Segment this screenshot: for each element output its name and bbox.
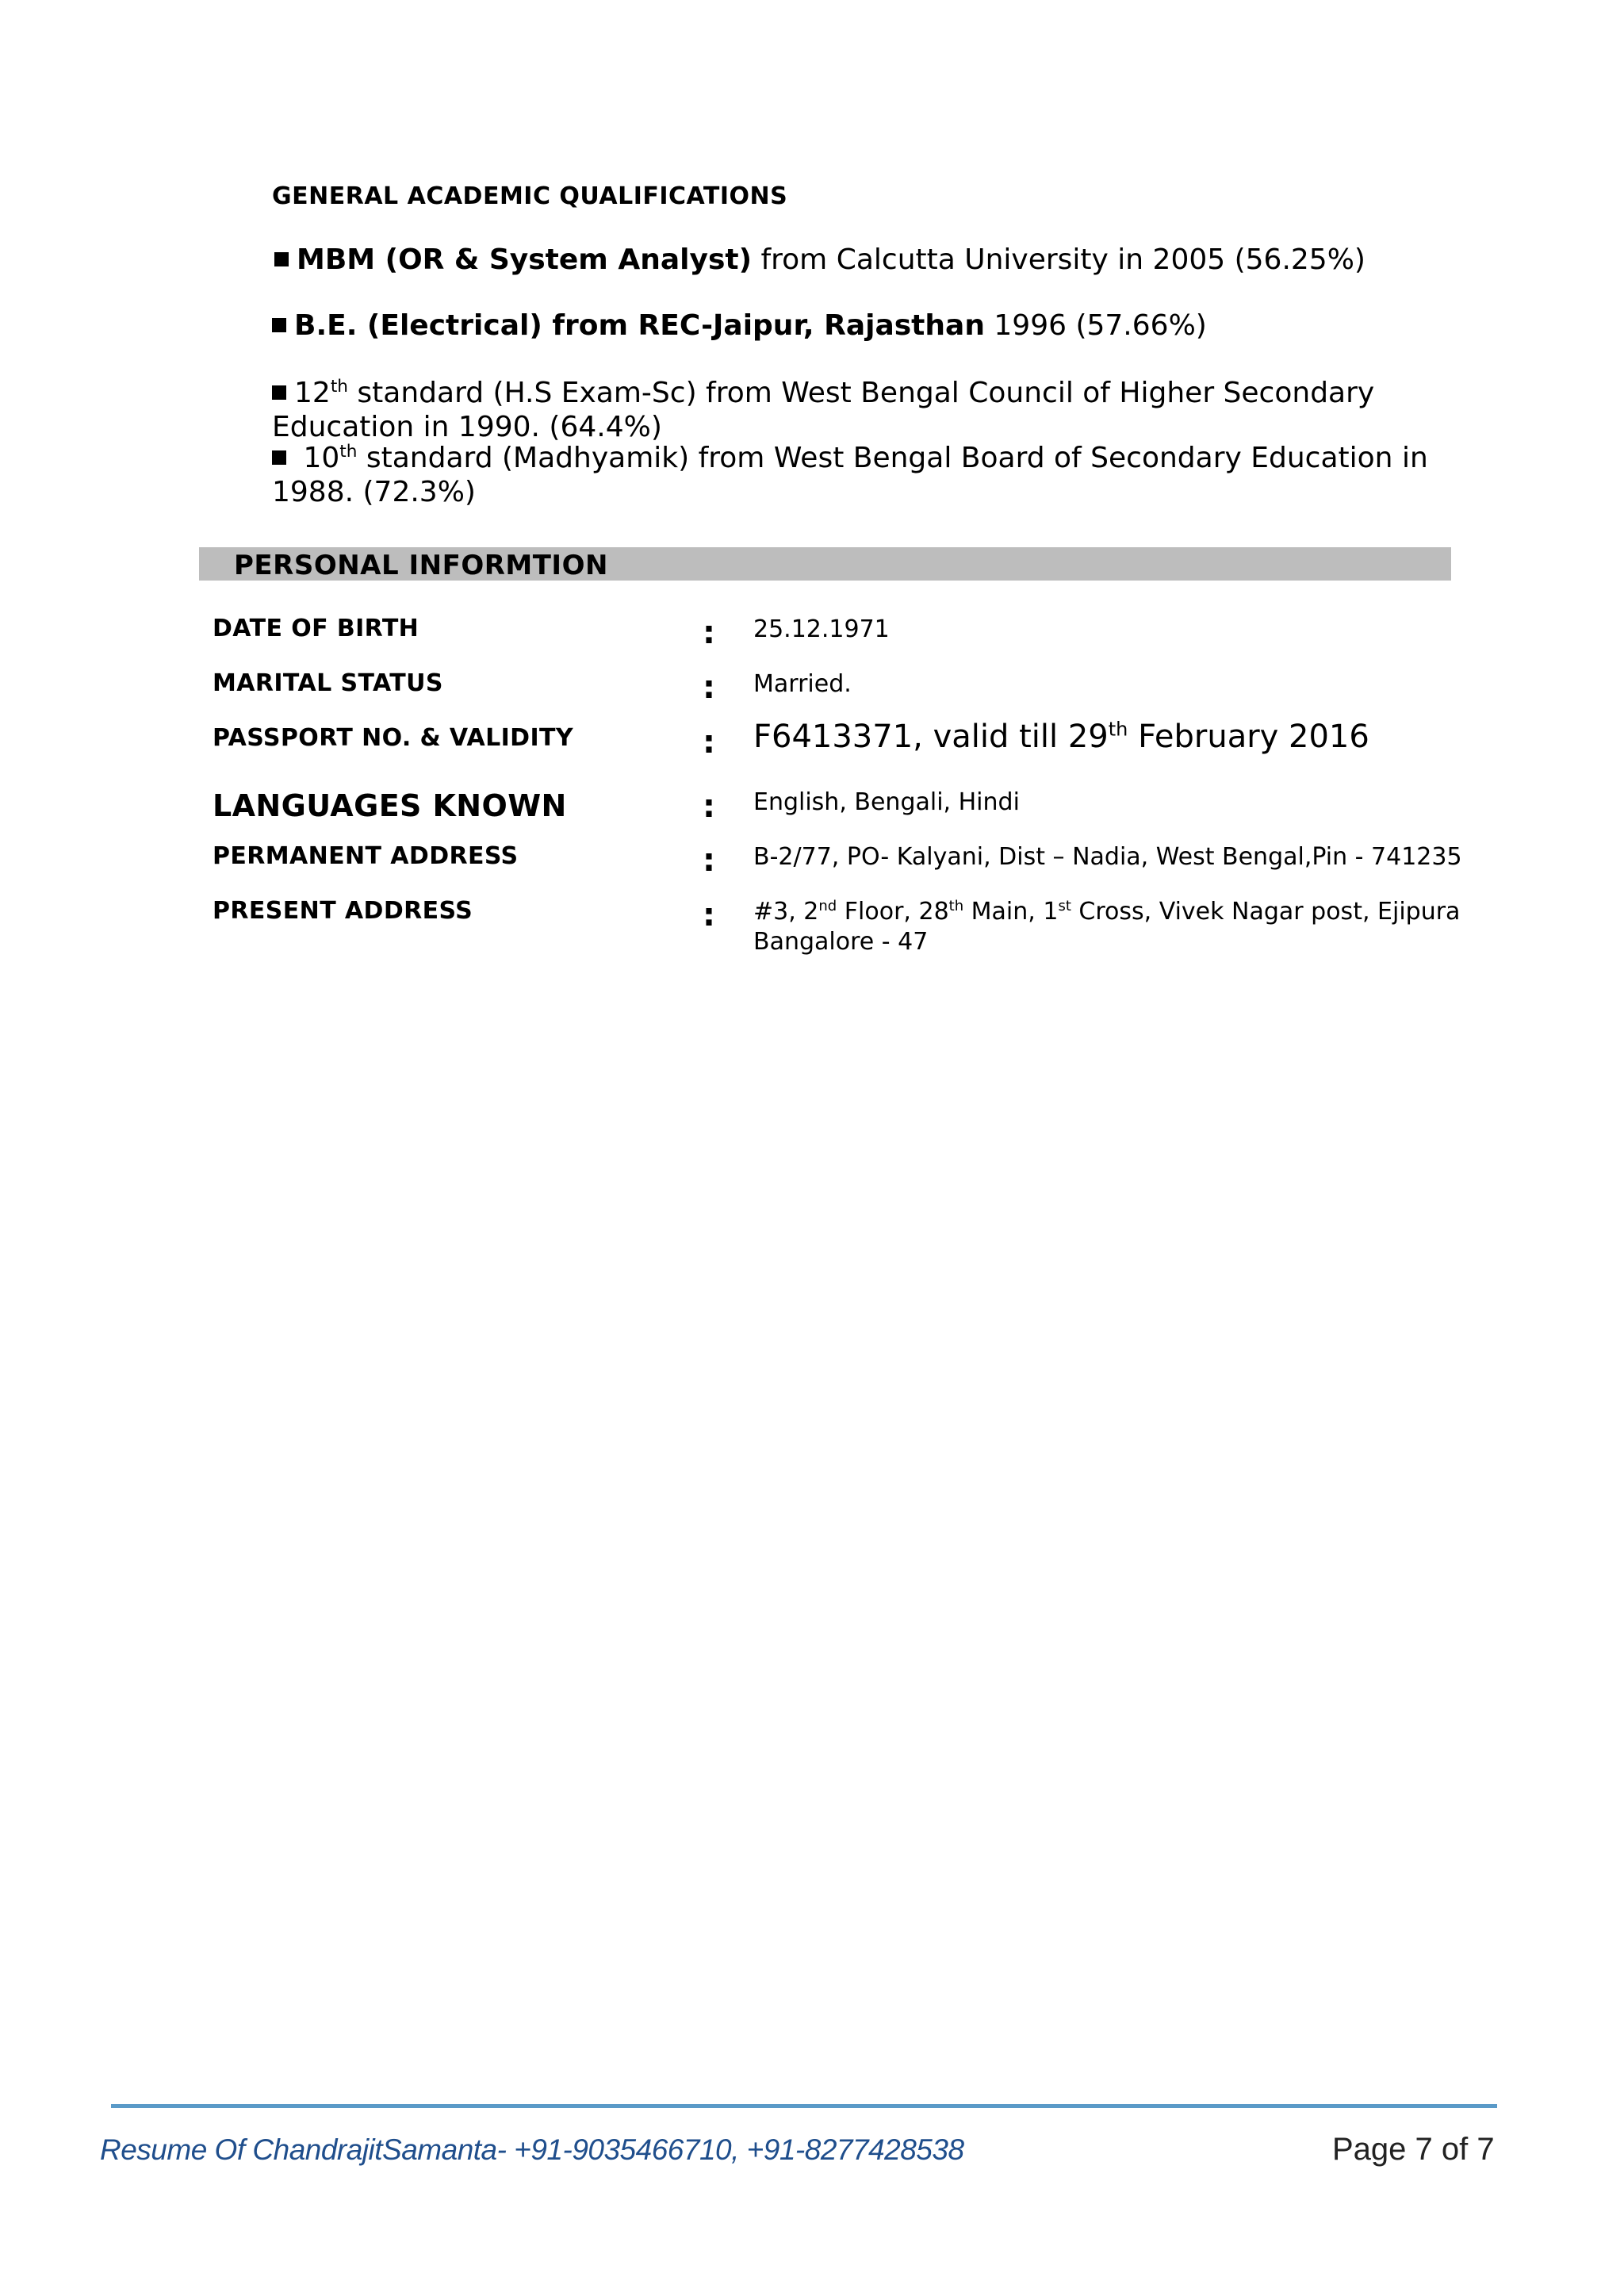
bullet-icon bbox=[274, 252, 289, 266]
edu-be-degree: B.E. (Electrical) from REC-Jaipur, Rajasthan bbox=[294, 309, 985, 342]
dob-label: DATE OF BIRTH bbox=[213, 615, 419, 642]
languages-colon: : bbox=[703, 788, 715, 825]
academic-heading: GENERAL ACADEMIC QUALIFICATIONS bbox=[272, 182, 788, 210]
footer-phones: - +91-9035466710, +91-8277428538 bbox=[496, 2133, 964, 2166]
marital-label: MARITAL STATUS bbox=[213, 669, 443, 697]
languages-label: LANGUAGES KNOWN bbox=[213, 788, 567, 823]
languages-value: English, Bengali, Hindi bbox=[753, 788, 1020, 816]
edu-mbm-detail: from Calcutta University in 2005 (56.25%) bbox=[752, 243, 1365, 276]
permanent-address-label: PERMANENT ADDRESS bbox=[213, 842, 519, 870]
edu-item-secondary: 10th standard (Madhyamik) from West Bengal Board of Secondary Education in 1988. (72.3%) bbox=[272, 442, 1428, 508]
edu-item-hs: 12th standard (H.S Exam-Sc) from West Bengal Council of Higher Secondary Education in 1990. (64.4%) bbox=[272, 377, 1375, 443]
dob-colon: : bbox=[703, 615, 715, 651]
edu-item-mbm bbox=[274, 243, 1365, 277]
edu-item-be bbox=[272, 309, 1207, 343]
passport-colon: : bbox=[703, 724, 715, 761]
edu-mbm-degree: MBM (OR & System Analyst) bbox=[297, 243, 753, 276]
edu-be-detail: 1996 (57.66%) bbox=[984, 309, 1207, 342]
marital-colon: : bbox=[703, 669, 715, 706]
bullet-icon bbox=[272, 450, 286, 465]
personal-heading: PERSONAL INFORMTION bbox=[234, 550, 608, 581]
footer-name: Resume Of ChandrajitSamanta bbox=[100, 2133, 497, 2166]
passport-value: F6413371, valid till 29th February 2016 bbox=[753, 718, 1369, 755]
footer-resume-info bbox=[100, 2133, 964, 2167]
page-number: Page 7 of 7 bbox=[1332, 2132, 1495, 2167]
present-address-colon: : bbox=[703, 897, 715, 933]
personal-section-bar bbox=[199, 547, 1451, 581]
present-address-value: #3, 2nd Floor, 28th Main, 1st Cross, Vivek Nagar post, Ejipura Bangalore - 47 bbox=[753, 898, 1461, 956]
permanent-address-colon: : bbox=[703, 842, 715, 879]
dob-value: 25.12.1971 bbox=[753, 615, 890, 643]
footer-divider bbox=[111, 2104, 1497, 2108]
present-address-label: PRESENT ADDRESS bbox=[213, 897, 473, 925]
bullet-icon bbox=[272, 318, 286, 332]
passport-label: PASSPORT NO. & VALIDITY bbox=[213, 724, 573, 752]
marital-value: Married. bbox=[753, 670, 852, 698]
permanent-address-value: B-2/77, PO- Kalyani, Dist – Nadia, West Bengal,Pin - 741235 bbox=[753, 843, 1462, 871]
bullet-icon bbox=[272, 385, 286, 400]
